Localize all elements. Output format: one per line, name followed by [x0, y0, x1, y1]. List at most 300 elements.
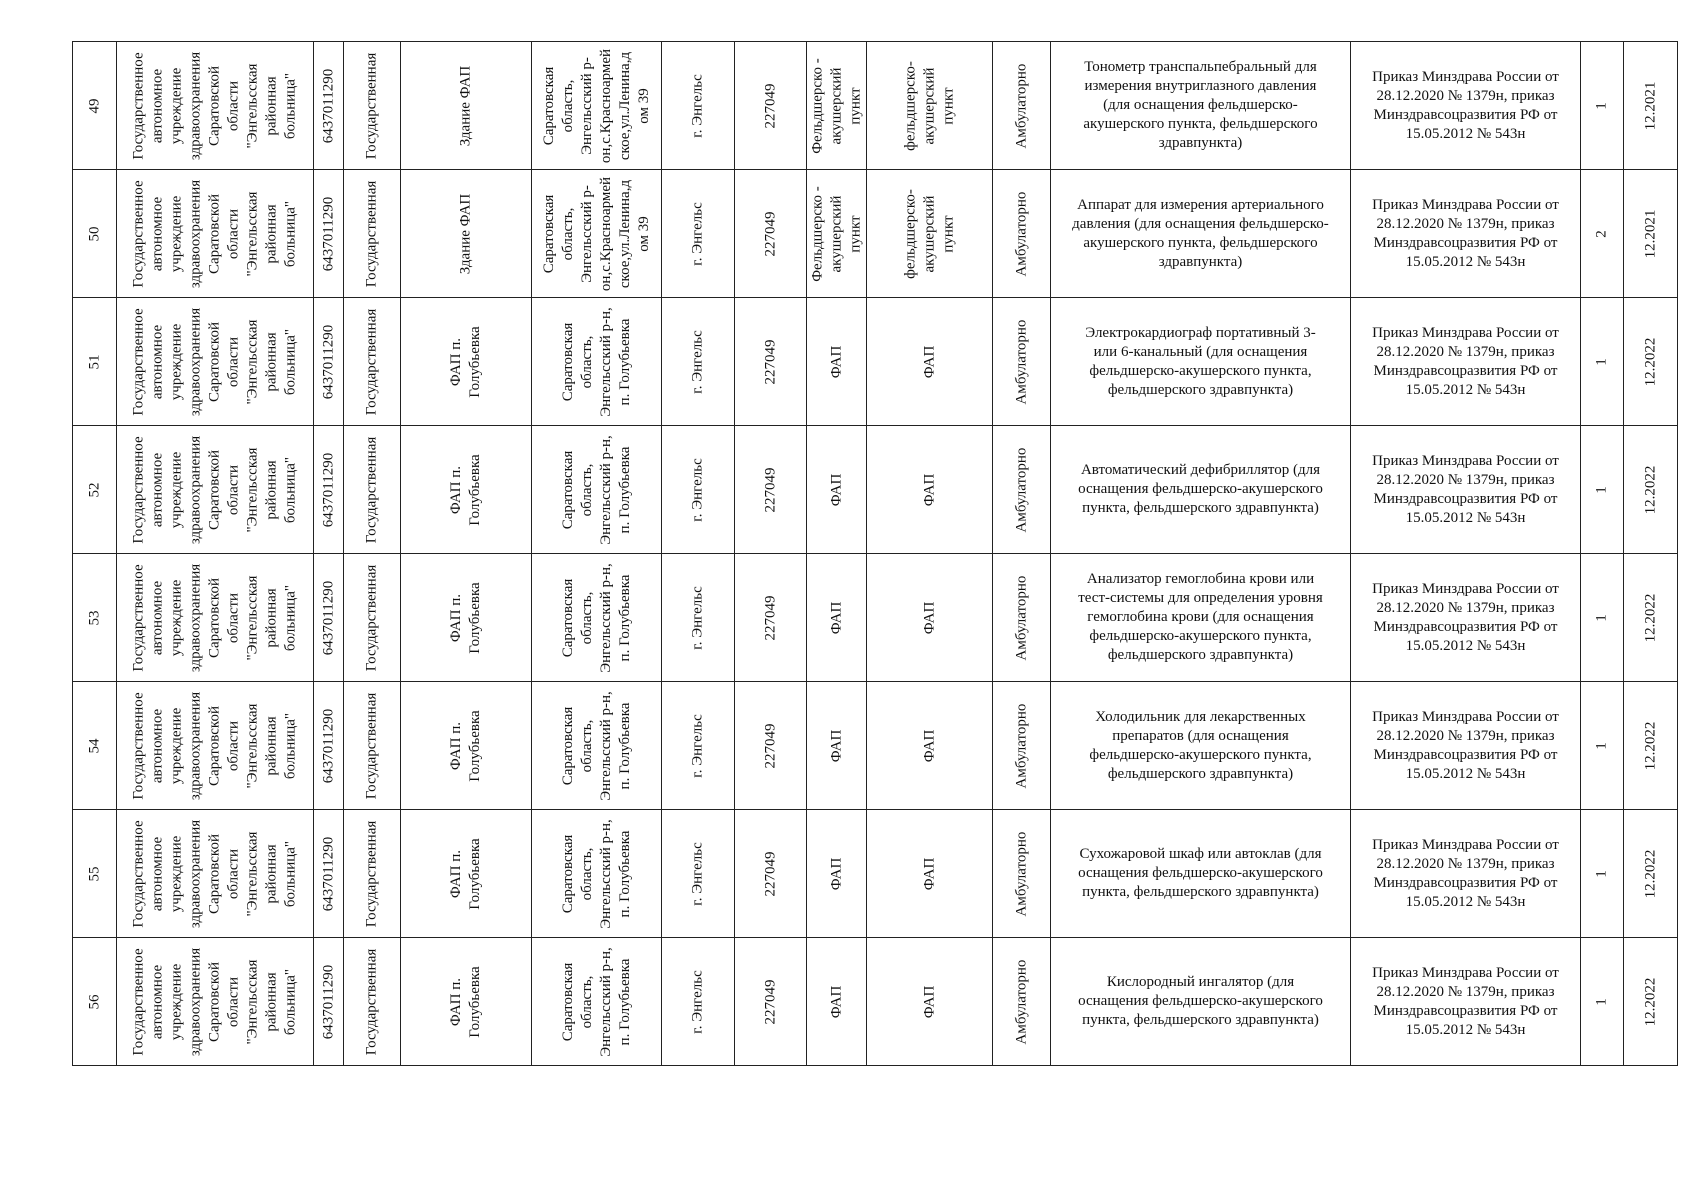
object-address-line: ское,ул.Ленина,д — [616, 51, 633, 160]
organization-name-line: "Энгельсская — [244, 703, 261, 788]
object-name-text — [447, 710, 485, 781]
equipment-name-line: Аппарат для измерения артериального — [1077, 196, 1324, 213]
row-number-text: 56 — [86, 994, 102, 1009]
organization-name-line: районная — [263, 971, 280, 1032]
regulation-order-line: 28.12.2020 № 1379н, приказ — [1376, 343, 1555, 360]
object-name-text — [457, 65, 476, 145]
object-address-line: ом 39 — [635, 215, 652, 252]
care-type — [993, 426, 1051, 554]
row-number-text: 52 — [86, 482, 102, 497]
object-address-line: Энгельсский р-н, — [597, 562, 614, 673]
equipment-name-text — [1083, 58, 1317, 153]
inn-cell — [314, 170, 344, 298]
deadline-date — [1624, 810, 1678, 938]
quantity-cell-text: 1 — [1593, 613, 1610, 622]
regulation-order-line: Минздравсоцразвития РФ от — [1373, 490, 1558, 507]
row-number — [73, 170, 117, 298]
object-name-text — [447, 966, 485, 1037]
organization-name — [117, 554, 314, 682]
object-address — [532, 938, 662, 1066]
organization-name-line: учреждение — [168, 67, 185, 144]
facility-subtype — [867, 554, 993, 682]
facility-type-line: пункт — [847, 86, 863, 125]
equipment-name-line: фельдшерского здравпункта) — [1107, 765, 1294, 782]
equipment-name-text — [1078, 461, 1323, 518]
object-name — [401, 42, 532, 170]
facility-subtype-text — [901, 61, 958, 151]
care-type — [993, 170, 1051, 298]
object-name-line: Голубьевка — [467, 581, 483, 654]
deadline-date-text: 12.2022 — [1642, 593, 1658, 642]
table-row — [73, 298, 1678, 426]
organization-name — [117, 170, 314, 298]
equipment-name-text — [1078, 845, 1323, 902]
quantity-cell — [1581, 170, 1624, 298]
object-name-line: Голубьевка — [467, 325, 483, 398]
care-type-text: Амбулаторно — [1013, 191, 1029, 276]
object-address-line: область, — [578, 719, 595, 772]
object-address-line: п. Голубьевка — [616, 574, 633, 661]
deadline-date — [1624, 682, 1678, 810]
organization-name-text — [130, 947, 301, 1055]
inn-cell-text: 6437011290 — [320, 580, 336, 655]
object-address-text — [559, 563, 635, 673]
care-type-text: Амбулаторно — [1013, 831, 1029, 916]
regulation-order-text — [1372, 708, 1559, 784]
facility-type-text — [827, 473, 846, 506]
organization-name-line: Саратовской — [206, 193, 223, 274]
facility-type — [807, 298, 867, 426]
quantity-cell-text: 1 — [1593, 869, 1610, 878]
organization-name-line: автономное — [149, 836, 166, 911]
organization-name-line: Саратовской — [206, 321, 223, 402]
regulation-order-line: 15.05.2012 № 543н — [1405, 253, 1526, 270]
regulation-order-line: 28.12.2020 № 1379н, приказ — [1376, 471, 1555, 488]
facility-subtype-line: ФАП — [921, 601, 937, 634]
object-address-text — [559, 435, 635, 545]
organization-name-line: автономное — [149, 708, 166, 783]
city-cell — [662, 42, 735, 170]
organization-name-line: больница" — [282, 968, 299, 1035]
facility-type-text — [827, 857, 846, 890]
equipment-name — [1051, 426, 1351, 554]
row-number — [73, 298, 117, 426]
organization-name-line: здравоохранения — [187, 563, 204, 672]
quantity-cell — [1581, 42, 1624, 170]
organization-name-line: больница" — [282, 72, 299, 139]
organization-name — [117, 426, 314, 554]
inn-cell-text: 6437011290 — [320, 196, 336, 271]
object-address-line: Энгельсский р- — [578, 56, 595, 155]
equipment-name — [1051, 938, 1351, 1066]
object-address-line: область, — [578, 335, 595, 388]
object-address-line: п. Голубьевка — [616, 702, 633, 789]
oktmo-code — [735, 426, 807, 554]
object-address-line: Саратовская — [540, 194, 557, 273]
object-address-line: ом 39 — [635, 87, 652, 124]
organization-name-line: здравоохранения — [187, 307, 204, 416]
organization-name-line: учреждение — [168, 963, 185, 1040]
regulation-order-line: 28.12.2020 № 1379н, приказ — [1376, 87, 1555, 104]
oktmo-code-text: 227049 — [762, 851, 778, 896]
organization-name-line: Саратовской — [206, 577, 223, 658]
object-address-line: он,с.Красноармей — [597, 176, 614, 291]
organization-name-line: Саратовской — [206, 833, 223, 914]
facility-subtype-line: пункт — [940, 214, 956, 253]
facility-type — [807, 42, 867, 170]
ownership-form-text: Государственная — [363, 52, 380, 159]
organization-name-text — [130, 691, 301, 799]
object-address-line: Энгельсский р-н, — [597, 434, 614, 545]
ownership-form-text: Государственная — [363, 948, 380, 1055]
facility-type-text — [827, 985, 846, 1018]
facility-type-line: Фельдшерско - — [809, 57, 825, 154]
facility-type-text — [827, 601, 846, 634]
regulation-order-text — [1372, 964, 1559, 1040]
facility-subtype-text — [920, 857, 939, 890]
equipment-name — [1051, 682, 1351, 810]
inn-cell — [314, 42, 344, 170]
oktmo-code-text: 227049 — [762, 979, 778, 1024]
quantity-cell — [1581, 810, 1624, 938]
city-cell-text: г. Энгельс — [689, 969, 706, 1034]
facility-subtype-line: фельдшерско- — [902, 188, 918, 279]
object-address-text — [559, 819, 635, 929]
oktmo-code-text: 227049 — [762, 83, 778, 128]
organization-name-line: Государственное — [130, 179, 147, 288]
facility-subtype-line: фельдшерско- — [902, 60, 918, 151]
facility-subtype — [867, 426, 993, 554]
deadline-date — [1624, 170, 1678, 298]
organization-name-line: здравоохранения — [187, 947, 204, 1056]
quantity-cell — [1581, 426, 1624, 554]
regulation-order-line: 15.05.2012 № 543н — [1405, 893, 1526, 910]
table-row — [73, 682, 1678, 810]
regulation-order-line: Приказ Минздрава России от — [1372, 452, 1559, 469]
equipment-name-line: тест-системы для определения уровня — [1078, 590, 1323, 606]
city-cell-text: г. Энгельс — [689, 73, 706, 138]
organization-name-line: больница" — [282, 840, 299, 907]
organization-name-line: области — [225, 80, 242, 131]
organization-name-line: Государственное — [130, 563, 147, 672]
care-type — [993, 810, 1051, 938]
deadline-date — [1624, 554, 1678, 682]
facility-subtype — [867, 938, 993, 1066]
object-name — [401, 682, 532, 810]
inn-cell — [314, 426, 344, 554]
object-address-line: Саратовская — [559, 706, 576, 785]
care-type-text: Амбулаторно — [1013, 575, 1029, 660]
object-address-line: Саратовская — [540, 66, 557, 145]
deadline-date-text: 12.2022 — [1642, 721, 1658, 770]
organization-name-text — [130, 563, 301, 671]
object-address — [532, 682, 662, 810]
city-cell — [662, 298, 735, 426]
inn-cell-text: 6437011290 — [320, 68, 336, 143]
equipment-name-text — [1078, 973, 1323, 1030]
regulation-order-line: Приказ Минздрава России от — [1372, 196, 1559, 213]
regulation-order-line: Минздравсоцразвития РФ от — [1373, 746, 1558, 763]
facility-subtype-text — [920, 601, 939, 634]
object-name-line: ФАП п. — [448, 593, 464, 642]
organization-name-line: больница" — [282, 584, 299, 651]
regulation-order-text — [1372, 836, 1559, 912]
oktmo-code-text: 227049 — [762, 467, 778, 512]
organization-name-line: области — [225, 464, 242, 515]
organization-name-line: учреждение — [168, 451, 185, 528]
regulation-order-line: Приказ Минздрава России от — [1372, 68, 1559, 85]
care-type-text: Амбулаторно — [1013, 959, 1029, 1044]
row-number — [73, 938, 117, 1066]
ownership-form-text: Государственная — [363, 436, 380, 543]
oktmo-code-text: 227049 — [762, 211, 778, 256]
facility-type-line: ФАП — [828, 729, 844, 762]
facility-type-text — [827, 729, 846, 762]
quantity-cell-text: 1 — [1593, 101, 1610, 110]
object-address-line: п. Голубьевка — [616, 958, 633, 1045]
object-address-line: область, — [578, 847, 595, 900]
organization-name-line: учреждение — [168, 707, 185, 784]
equipment-name-line: Сухожаровой шкаф или автоклав (для — [1079, 846, 1322, 862]
equipment-name-line: здравпункта) — [1158, 135, 1243, 151]
organization-name-line: районная — [263, 331, 280, 392]
care-type-text: Амбулаторно — [1013, 319, 1029, 404]
row-number-text: 49 — [86, 98, 102, 113]
quantity-cell — [1581, 298, 1624, 426]
care-type-text: Амбулаторно — [1013, 63, 1029, 148]
regulation-order-line: Приказ Минздрава России от — [1372, 836, 1559, 853]
oktmo-code-text: 227049 — [762, 339, 778, 384]
organization-name-line: больница" — [282, 200, 299, 267]
equipment-name-line: Автоматический дефибриллятор (для — [1080, 462, 1321, 478]
object-address-line: ское,ул.Ленина,д — [616, 179, 633, 288]
object-address-line: Саратовская — [559, 450, 576, 529]
city-cell-text: г. Энгельс — [689, 201, 706, 266]
object-address-line: Энгельсский р-н, — [597, 818, 614, 929]
table-row — [73, 426, 1678, 554]
organization-name-line: Государственное — [130, 307, 147, 416]
organization-name — [117, 682, 314, 810]
object-address-line: Саратовская — [559, 962, 576, 1041]
table-row — [73, 42, 1678, 170]
care-type — [993, 42, 1051, 170]
ownership-form — [344, 810, 401, 938]
facility-type-line: ФАП — [828, 345, 844, 378]
organization-name-line: области — [225, 592, 242, 643]
facility-subtype-text — [920, 473, 939, 506]
organization-name — [117, 938, 314, 1066]
facility-subtype-line: пункт — [940, 86, 956, 125]
regulation-order-text — [1372, 580, 1559, 656]
regulation-order-text — [1372, 68, 1559, 144]
object-name-line: Голубьевка — [467, 837, 483, 910]
deadline-date — [1624, 298, 1678, 426]
object-address-text — [540, 176, 654, 290]
inn-cell — [314, 810, 344, 938]
equipment-name-text — [1089, 708, 1311, 784]
facility-subtype-line: ФАП — [921, 729, 937, 762]
object-address-text — [559, 691, 635, 801]
organization-name-line: больница" — [282, 328, 299, 395]
organization-name-line: здравоохранения — [187, 691, 204, 800]
regulation-order-line: Минздравсоцразвития РФ от — [1373, 234, 1558, 251]
object-name — [401, 938, 532, 1066]
ownership-form-text: Государственная — [363, 692, 380, 799]
organization-name-line: Саратовской — [206, 961, 223, 1042]
facility-subtype-text — [920, 985, 939, 1018]
organization-name-line: Саратовской — [206, 705, 223, 786]
oktmo-code — [735, 554, 807, 682]
object-address-line: Энгельсский р-н, — [597, 690, 614, 801]
object-name-line: ФАП п. — [448, 849, 464, 898]
care-type — [993, 938, 1051, 1066]
regulation-order-text — [1372, 196, 1559, 272]
inn-cell-text: 6437011290 — [320, 324, 336, 399]
organization-name-line: учреждение — [168, 323, 185, 400]
object-address-line: область, — [578, 591, 595, 644]
organization-name-line: районная — [263, 75, 280, 136]
organization-name-line: автономное — [149, 196, 166, 271]
ownership-form — [344, 426, 401, 554]
organization-name — [117, 42, 314, 170]
equipment-name-line: фельдшерского здравпункта) — [1107, 381, 1294, 398]
object-address-line: п. Голубьевка — [616, 446, 633, 533]
object-address-text — [540, 48, 654, 162]
organization-name-line: области — [225, 848, 242, 899]
facility-type — [807, 938, 867, 1066]
object-address-line: Саратовская — [559, 322, 576, 401]
object-name — [401, 426, 532, 554]
organization-name-line: "Энгельсская — [244, 319, 261, 404]
table-row — [73, 170, 1678, 298]
organization-name-text — [130, 307, 301, 415]
regulation-order-line: Минздравсоцразвития РФ от — [1373, 106, 1558, 123]
organization-name — [117, 810, 314, 938]
organization-name-line: здравоохранения — [187, 51, 204, 160]
ownership-form-text: Государственная — [363, 308, 380, 415]
object-name-line: ФАП п. — [448, 465, 464, 514]
deadline-date-text: 12.2022 — [1642, 465, 1658, 514]
facility-type-line: акушерский — [828, 195, 844, 272]
table-row — [73, 938, 1678, 1066]
equipment-name-line: оснащения фельдшерско-акушерского — [1078, 481, 1323, 497]
organization-name-line: Саратовской — [206, 65, 223, 146]
ownership-form-text: Государственная — [363, 820, 380, 927]
city-cell-text: г. Энгельс — [689, 329, 706, 394]
organization-name-text — [130, 819, 301, 927]
row-number — [73, 554, 117, 682]
facility-type-line: Фельдшерско - — [809, 185, 825, 282]
object-name — [401, 298, 532, 426]
inn-cell — [314, 298, 344, 426]
regulation-order-line: Минздравсоцразвития РФ от — [1373, 1002, 1558, 1019]
row-number — [73, 42, 117, 170]
object-address-line: область, — [578, 463, 595, 516]
regulation-order-line: 28.12.2020 № 1379н, приказ — [1376, 727, 1555, 744]
object-name-text — [447, 838, 485, 909]
row-number-text: 55 — [86, 866, 102, 881]
regulation-order-text — [1372, 452, 1559, 528]
care-type-text: Амбулаторно — [1013, 703, 1029, 788]
city-cell-text: г. Энгельс — [689, 457, 706, 522]
object-name — [401, 810, 532, 938]
facility-type — [807, 810, 867, 938]
object-name-line: ФАП п. — [448, 337, 464, 386]
equipment-name — [1051, 170, 1351, 298]
object-address-line: Саратовская — [559, 578, 576, 657]
organization-name — [117, 298, 314, 426]
object-address-line: область, — [578, 975, 595, 1028]
regulation-order-line: 15.05.2012 № 543н — [1405, 125, 1526, 142]
row-number-text: 54 — [86, 738, 102, 753]
facility-subtype-line: ФАП — [921, 985, 937, 1018]
quantity-cell — [1581, 554, 1624, 682]
regulation-order — [1351, 298, 1581, 426]
regulation-order — [1351, 426, 1581, 554]
equipment-table — [72, 41, 1678, 1066]
object-name-line: Голубьевка — [467, 965, 483, 1038]
object-name-line: Здание ФАП — [457, 65, 474, 146]
organization-name-line: Государственное — [130, 435, 147, 544]
facility-type-line: пункт — [847, 214, 863, 253]
organization-name-line: "Энгельсская — [244, 831, 261, 916]
inn-cell-text: 6437011290 — [320, 836, 336, 911]
object-name — [401, 554, 532, 682]
equipment-name-line: Электрокардиограф портативный 3- — [1085, 324, 1316, 341]
quantity-cell — [1581, 682, 1624, 810]
object-name-line: ФАП п. — [448, 977, 464, 1026]
regulation-order — [1351, 682, 1581, 810]
equipment-name-line: пункта, фельдшерского здравпункта) — [1082, 1012, 1319, 1028]
oktmo-code-text: 227049 — [762, 723, 778, 768]
organization-name-line: больница" — [282, 712, 299, 779]
object-address-text — [559, 307, 635, 417]
care-type — [993, 554, 1051, 682]
row-number-text: 50 — [86, 226, 102, 241]
object-name-line: Голубьевка — [467, 709, 483, 782]
object-name-text — [447, 582, 485, 653]
row-number — [73, 426, 117, 554]
care-type — [993, 298, 1051, 426]
organization-name-line: районная — [263, 459, 280, 520]
regulation-order-line: 15.05.2012 № 543н — [1405, 765, 1526, 782]
equipment-name-text — [1085, 324, 1316, 400]
regulation-order-line: 15.05.2012 № 543н — [1405, 509, 1526, 526]
object-name — [401, 170, 532, 298]
organization-name-line: области — [225, 208, 242, 259]
inn-cell — [314, 938, 344, 1066]
organization-name-line: "Энгельсская — [244, 63, 261, 148]
regulation-order-text — [1372, 324, 1559, 400]
deadline-date-text: 12.2022 — [1642, 337, 1658, 386]
organization-name-text — [130, 435, 301, 543]
city-cell — [662, 682, 735, 810]
regulation-order-line: 15.05.2012 № 543н — [1405, 381, 1526, 398]
equipment-name-line: Тонометр транспальпебральный для — [1084, 59, 1317, 75]
object-address — [532, 298, 662, 426]
quantity-cell-text: 1 — [1593, 357, 1610, 366]
organization-name-line: автономное — [149, 452, 166, 527]
object-address — [532, 426, 662, 554]
row-number — [73, 810, 117, 938]
facility-type-text — [827, 345, 846, 378]
equipment-name-line: фельдшерско-акушерского пункта, — [1089, 746, 1312, 763]
equipment-name-line: или 6-канальный (для оснащения — [1093, 343, 1308, 360]
organization-name-text — [130, 179, 301, 287]
equipment-name-line: акушерского пункта, фельдшерского — [1083, 116, 1318, 132]
regulation-order-line: Приказ Минздрава России от — [1372, 324, 1559, 341]
equipment-name — [1051, 554, 1351, 682]
